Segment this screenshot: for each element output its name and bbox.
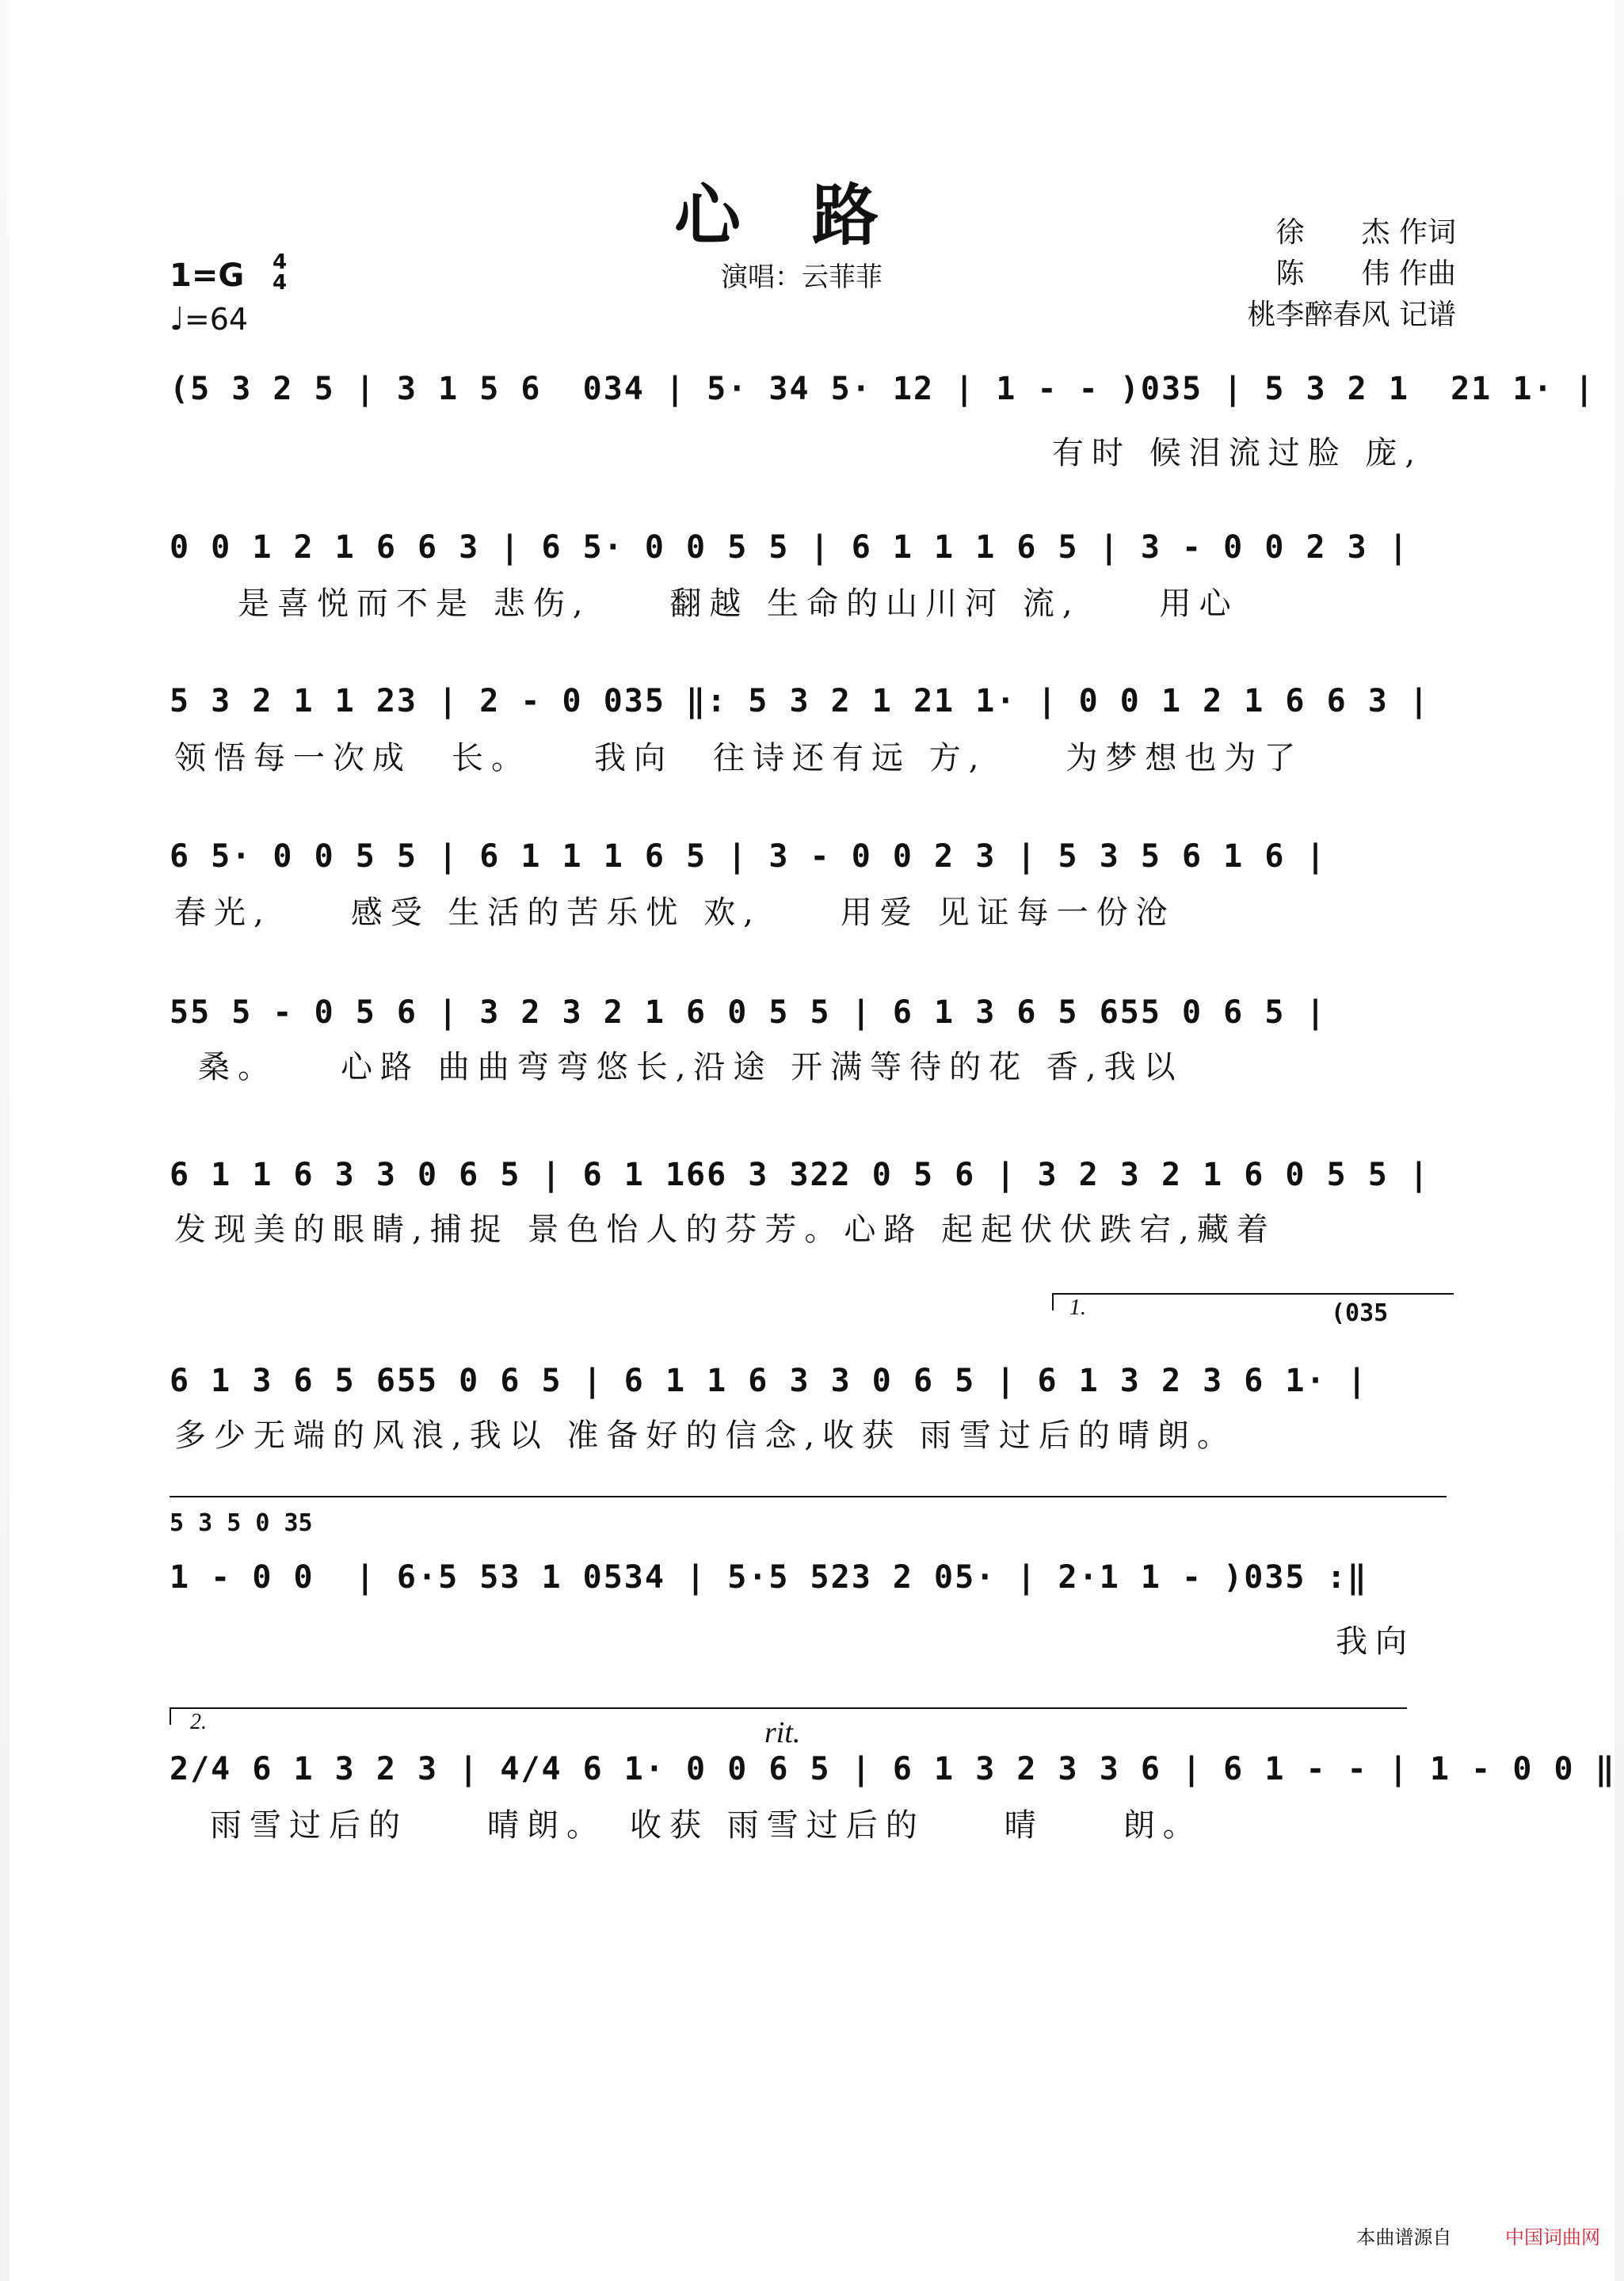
system-2-lyrics: 是喜悦而不是 悲伤, 翻越 生命的山川河 流, 用心 [238,586,1239,622]
system-4-notes: 6 5· 0 0 5 5 | 6 1 1 1 6 5 | 3 - 0 0 2 3 | 5 3 5 6 1 6 | [170,838,1327,875]
system-7-lyrics: 多少无端的风浪,我以 准备好的信念,收获 雨雪过后的晴朗。 [174,1417,1237,1454]
tempo-value: =64 [184,302,249,337]
system-5-notes: 55 5 - 0 5 6 | 3 2 3 2 1 6 0 5 5 | 6 1 3 6 5 655 0 6 5 | [170,994,1327,1031]
time-signature-bottom: 4 [272,271,288,295]
tempo-marking [170,301,248,338]
page-footer [1356,2222,1600,2249]
footer-source: 本曲谱源自 [1356,2226,1452,2249]
time-signature [268,252,292,293]
transcriber-credit: 桃李醉春风 记谱 [1247,299,1456,331]
time-signature-top: 4 [272,250,288,274]
left-edge-strip [0,0,10,2281]
volta-2-label: 2. [190,1710,207,1734]
system-8-lyrics: 我向 [1336,1623,1415,1660]
system-5-lyrics: 桑。 心路 曲曲弯弯悠长,沿途 开满等待的花 香,我以 [198,1049,1184,1085]
system-4-lyrics: 春光, 感受 生活的苦乐忧 欢, 用爱 见证每一份沧 [174,894,1176,931]
system-1-notes: (5 3 2 5 | 3 1 5 6 034 | 5· 34 5· 12 | 1 - - )035 | 5 3 2 1 21 1· | [170,371,1595,407]
quarter-note-icon: ♩ [170,301,185,338]
singer-line: 演唱：云菲菲 [721,261,883,293]
volta-bracket-1 [1052,1293,1454,1310]
system-8-cue-notes: 5 3 5 0 35 [170,1509,313,1537]
system-3-lyrics: 领悟每一次成 长。 我向 往诗还有远 方, 为梦想也为了 [174,740,1304,776]
system-6-notes: 6 1 1 6 3 3 0 6 5 | 6 1 166 3 322 0 5 6 | 3 2 3 2 1 6 0 5 5 | [170,1157,1431,1193]
system-7-notes: 6 1 3 6 5 655 0 6 5 | 6 1 1 6 3 3 0 6 5 | 6 1 3 2 3 6 1· | [170,1363,1368,1399]
system-8-notes: 1 - 0 0 | 6·5 53 1 0534 | 5·5 523 2 05· | 2·1 1 - )035 :‖ [170,1559,1368,1596]
lyricist-credit: 徐 杰 作词 [1275,216,1456,249]
volta-1-label: 1. [1069,1295,1086,1320]
credits [1248,212,1456,336]
system-9-lyrics: 雨雪过后的 晴朗。 收获 雨雪过后的 晴 朗。 [210,1807,1203,1844]
footer-site-link[interactable]: 中国词曲网 [1505,2226,1600,2249]
system-8-top-line [170,1496,1447,1513]
system-3-notes: 5 3 2 1 1 23 | 2 - 0 035 ‖: 5 3 2 1 21 1· | 0 0 1 2 1 6 6 3 | [170,683,1431,719]
song-title: 心路 [673,177,950,254]
ritardando-marking: rit. [764,1716,801,1749]
system-6-lyrics: 发现美的眼睛,捕捉 景色怡人的芬芳。心路 起起伏伏跌宕,藏着 [174,1211,1276,1248]
system-2-notes: 0 0 1 2 1 6 6 3 | 6 5· 0 0 5 5 | 6 1 1 1 6 5 | 3 - 0 0 2 3 | [170,529,1409,566]
key-signature: 1=G [170,257,245,294]
composer-credit: 陈 伟 作曲 [1275,257,1456,290]
system-9-notes: 2/4 6 1 3 2 3 | 4/4 6 1· 0 0 6 5 | 6 1 3 2 3 3 6 | 6 1 - - | 1 - 0 0 ‖ [170,1751,1616,1787]
right-edge-strip [1614,0,1624,2281]
system-1-lyrics: 有时 候泪流过脸 庞, [1052,435,1424,471]
volta-1-cue-notes: (035 [1331,1299,1389,1327]
